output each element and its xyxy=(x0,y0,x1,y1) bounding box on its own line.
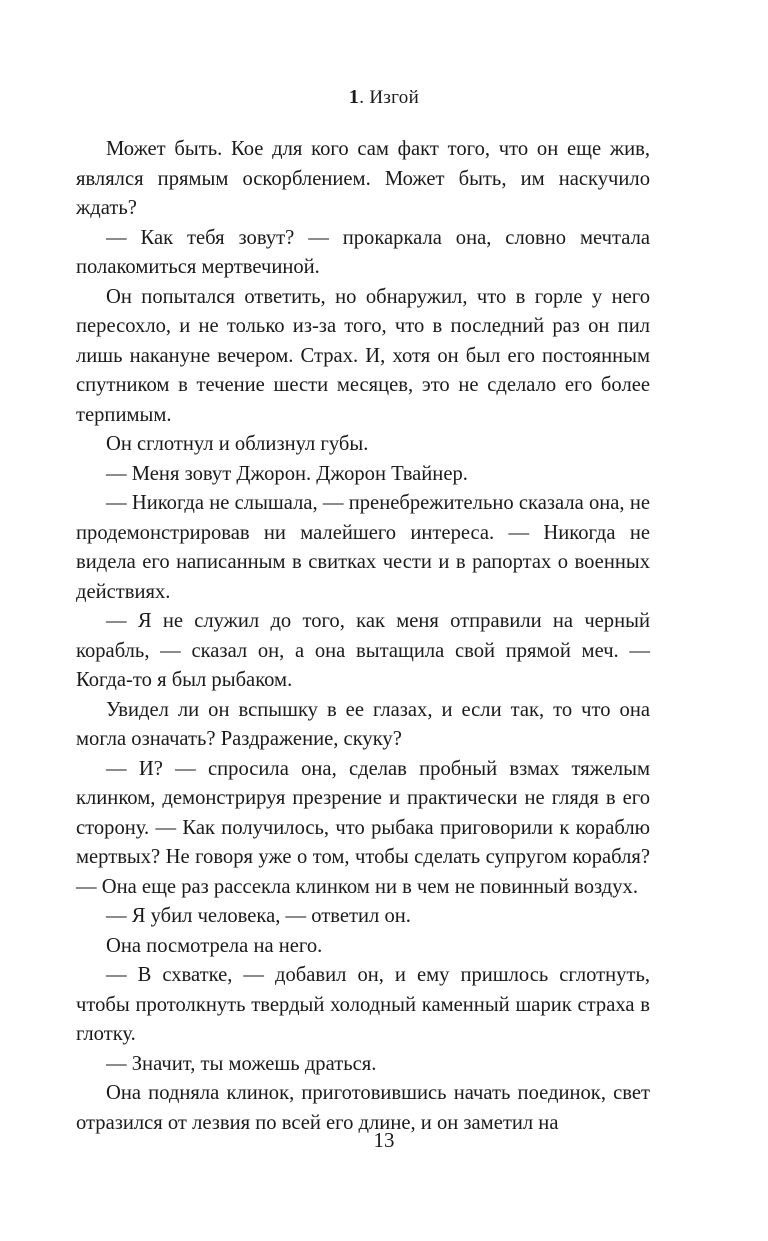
paragraph: Она подняла клинок, приготовившись начать поединок, свет отразился от лезвия по всей его длине, и он заметил на xyxy=(76,1082,650,1134)
paragraph: — Как тебя зовут? — прокаркала она, словно мечтала полакомиться мертвечиной. xyxy=(76,226,650,278)
paragraph: Он сглотнул и облизнул губы. xyxy=(106,433,369,455)
chapter-title: . Изгой xyxy=(359,87,420,108)
paragraph: — И? — спросила она, сделав пробный взмах тяжелым клинком, демонстрируя презрение и практически не глядя в его сторону. — Как получилось, что рыбака приговорили к кораблю мертвых? Не говоря уже о том, чтобы сделать супругом корабля? — Она еще раз рассекла клинком ни в чем не повинный воздух. xyxy=(76,757,650,898)
chapter-number: 1 xyxy=(348,86,360,108)
body-text xyxy=(76,135,650,1138)
page-number: 13 xyxy=(373,1128,395,1152)
paragraph: Увидел ли он вспышку в ее глазах, и если так, то что она могла означать? Раздражение, скуку? xyxy=(76,698,650,750)
paragraph: — Меня зовут Джорон. Джорон Твайнер. xyxy=(106,462,468,485)
paragraph: — Я не служил до того, как меня отправили на черный корабль, — сказал он, а она вытащила свой прямой меч. — Когда-то я был рыбаком. xyxy=(76,610,650,691)
paragraph: — Значит, ты можешь драться. xyxy=(106,1052,377,1075)
paragraph: — Никогда не слышала, — пренебрежительно сказала она, не продемонстрировав ни малейшего интереса. — Никогда не видела его написанным в свитках чести и в рапортах о военных действиях. xyxy=(76,492,650,603)
paragraph: Она посмотрела на него. xyxy=(106,934,323,957)
paragraph: Он попытался ответить, но обнаружил, что в горле у него пересохло, и не только из-за того, что в последний раз он пил лишь накануне вечером. Страх. И, хотя он был его постоянным спутником в течение шести месяцев, это не сделало его более терпимым. xyxy=(76,285,650,426)
paragraph: Может быть. Кое для кого сам факт того, что он еще жив, являлся прямым оскорблением. Может быть, им наскучило ждать? xyxy=(76,138,650,219)
paragraph: — Я убил человека, — ответил он. xyxy=(106,905,411,927)
running-head xyxy=(0,86,768,109)
paragraph: — В схватке, — добавил он, и ему пришлось сглотнуть, чтобы протолкнуть твердый холодный каменный шарик страха в глотку. xyxy=(76,964,650,1045)
